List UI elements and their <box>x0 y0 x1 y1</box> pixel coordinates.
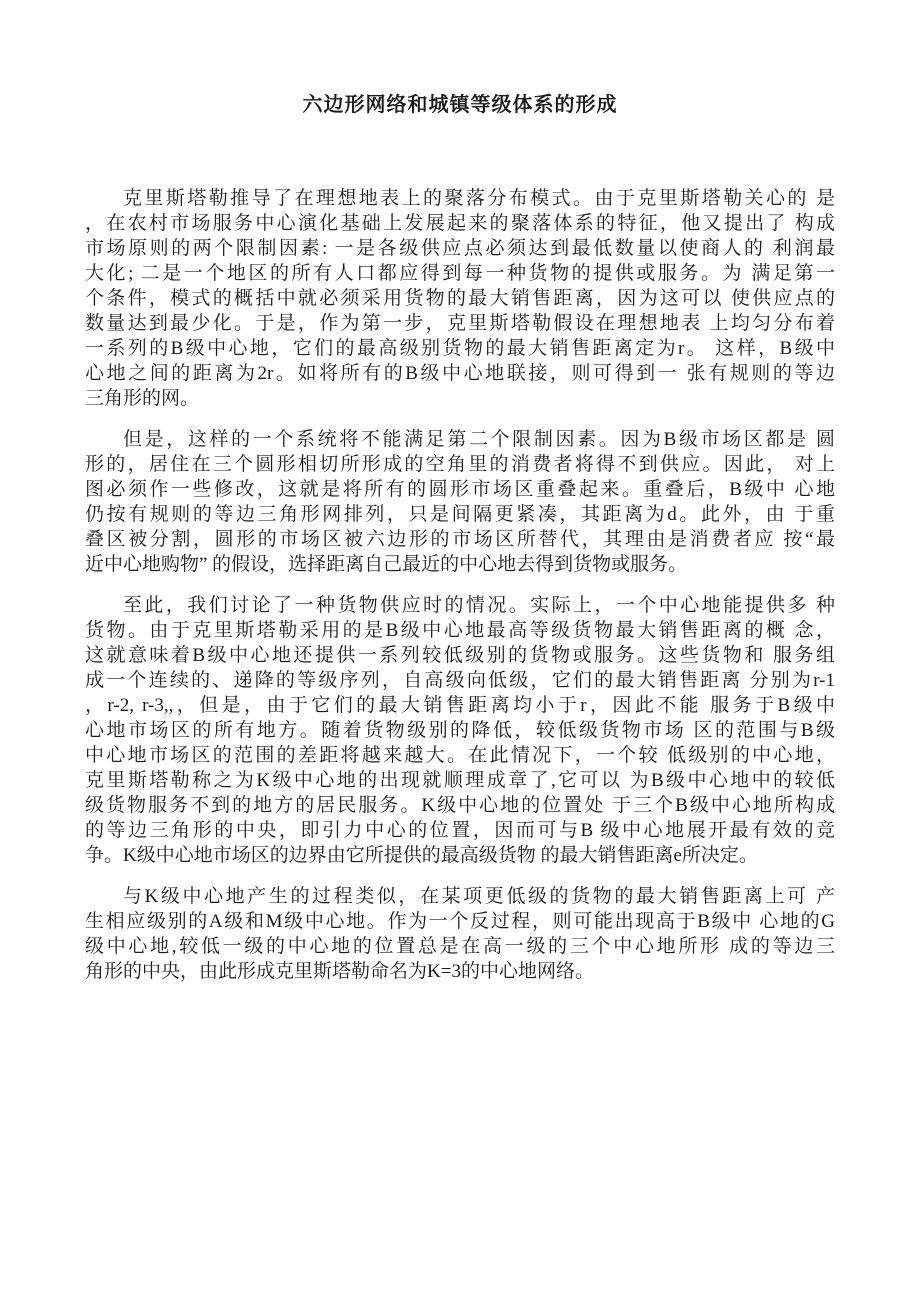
text-line: 但是，这样的一个系统将不能满足第二个限制因素。因为B级市场区都是 圆 <box>123 429 835 450</box>
text-line: 级货物服务不到的地方的居民服务。K级中心地的位置处 于三个B级中心地所构成 <box>85 795 835 816</box>
text-line: 与K级中心地产生的过程类似，在某项更低级的货物的最大销售距离上可 产 <box>123 886 835 907</box>
text-line: 成一个连续的、递降的等级序列，自高级向低级，它们的最大销售距离 分别为r-1 <box>85 670 835 691</box>
text-line: 克里斯塔勒推导了在理想地表上的聚落分布模式。由于克里斯塔勒关心的 是 <box>123 188 835 209</box>
text-line: 叠区被分割，圆形的市场区被六边形的市场区所替代，其理由是消费者应 按“最 <box>85 529 835 550</box>
text-line: 至此，我们讨论了一种货物供应时的情况。实际上，一个中心地能提供多 种 <box>123 595 835 616</box>
text-line: ，在农村市场服务中心演化基础上发展起来的聚落体系的特征，他又提出了 构成 <box>85 213 835 234</box>
text-line: 克里斯塔勒称之为K级中心地的出现就顺理成章了,它可以 为B级中心地中的较低 <box>85 770 835 791</box>
text-line: 的等边三角形的中央，即引力中心的位置，因而可与B 级中心地展开最有效的竞 <box>85 820 835 841</box>
paragraph-3 <box>85 593 835 868</box>
text-line: 三角形的网。 <box>85 388 200 409</box>
text-line: 一系列的B级中心地，它们的最高级别货物的最大销售距离定为r。 这样，B级中 <box>85 338 835 359</box>
text-line: 生相应级别的A级和M级中心地。作为一个反过程，则可能出现高于B级中 心地的G <box>85 911 835 932</box>
document-title: 六边形网络和城镇等级体系的形成 <box>302 94 618 116</box>
text-line: 争。K级中心地市场区的边界由它所提供的最高级货物 的最大销售距离e所决定。 <box>85 845 758 866</box>
text-line: 大化; 二是一个地区的所有人口都应得到每一种货物的提供或服务。为 满足第一 <box>85 263 835 284</box>
text-line: 货物。由于克里斯塔勒采用的是B级中心地最高等级货物最大销售距离的概 念， <box>85 620 835 641</box>
text-line: 个条件，模式的概括中就必须采用货物的最大销售距离，因为这可以 使供应点的 <box>85 288 835 309</box>
text-line: 心地之间的距离为2r。如将所有的B级中心地联接，则可得到一 张有规则的等边 <box>85 363 835 384</box>
text-line: ，r-2, r-3,,，但是，由于它们的最大销售距离均小于r，因此不能 服务于B级中 <box>85 695 835 716</box>
text-line: 这就意味着B级中心地还提供一系列较低级别的货物或服务。这些货物和 服务组 <box>85 645 835 666</box>
text-line: 形的，居住在三个圆形相切所形成的空角里的消费者将得不到供应。因此， 对上 <box>85 454 835 475</box>
text-line: 角形的中央，由此形成克里斯塔勒命名为K=3的中心地网络。 <box>85 961 594 982</box>
text-line: 中心地市场区的范围的差距将越来越大。在此情况下，一个较 低级别的中心地， <box>85 745 835 766</box>
text-line: 市场原则的两个限制因素: 一是各级供应点必须达到最低数量以使商人的 利润最 <box>85 238 835 259</box>
paragraph-4 <box>85 884 835 984</box>
paragraph-1 <box>85 186 835 411</box>
text-line: 仍按有规则的等边三角形网排列，只是间隔更紧凑，其距离为d。此外，由 于重 <box>85 504 835 525</box>
document-body <box>85 186 835 984</box>
text-line: 心地市场区的所有地方。随着货物级别的降低，较低级货物市场 区的范围与B级 <box>85 720 835 741</box>
text-line: 级中心地,较低一级的中心地的位置总是在高一级的三个中心地所形 成的等边三 <box>85 936 835 957</box>
text-line: 数量达到最少化。于是，作为第一步，克里斯塔勒假设在理想地表 上均匀分布着 <box>85 313 835 334</box>
text-line: 图必须作一些修改，这就是将所有的圆形市场区重叠起来。重叠后，B级中 心地 <box>85 479 835 500</box>
paragraph-2 <box>85 427 835 577</box>
text-line: 近中心地购物” 的假设，选择距离自己最近的中心地去得到货物或服务。 <box>85 554 688 575</box>
